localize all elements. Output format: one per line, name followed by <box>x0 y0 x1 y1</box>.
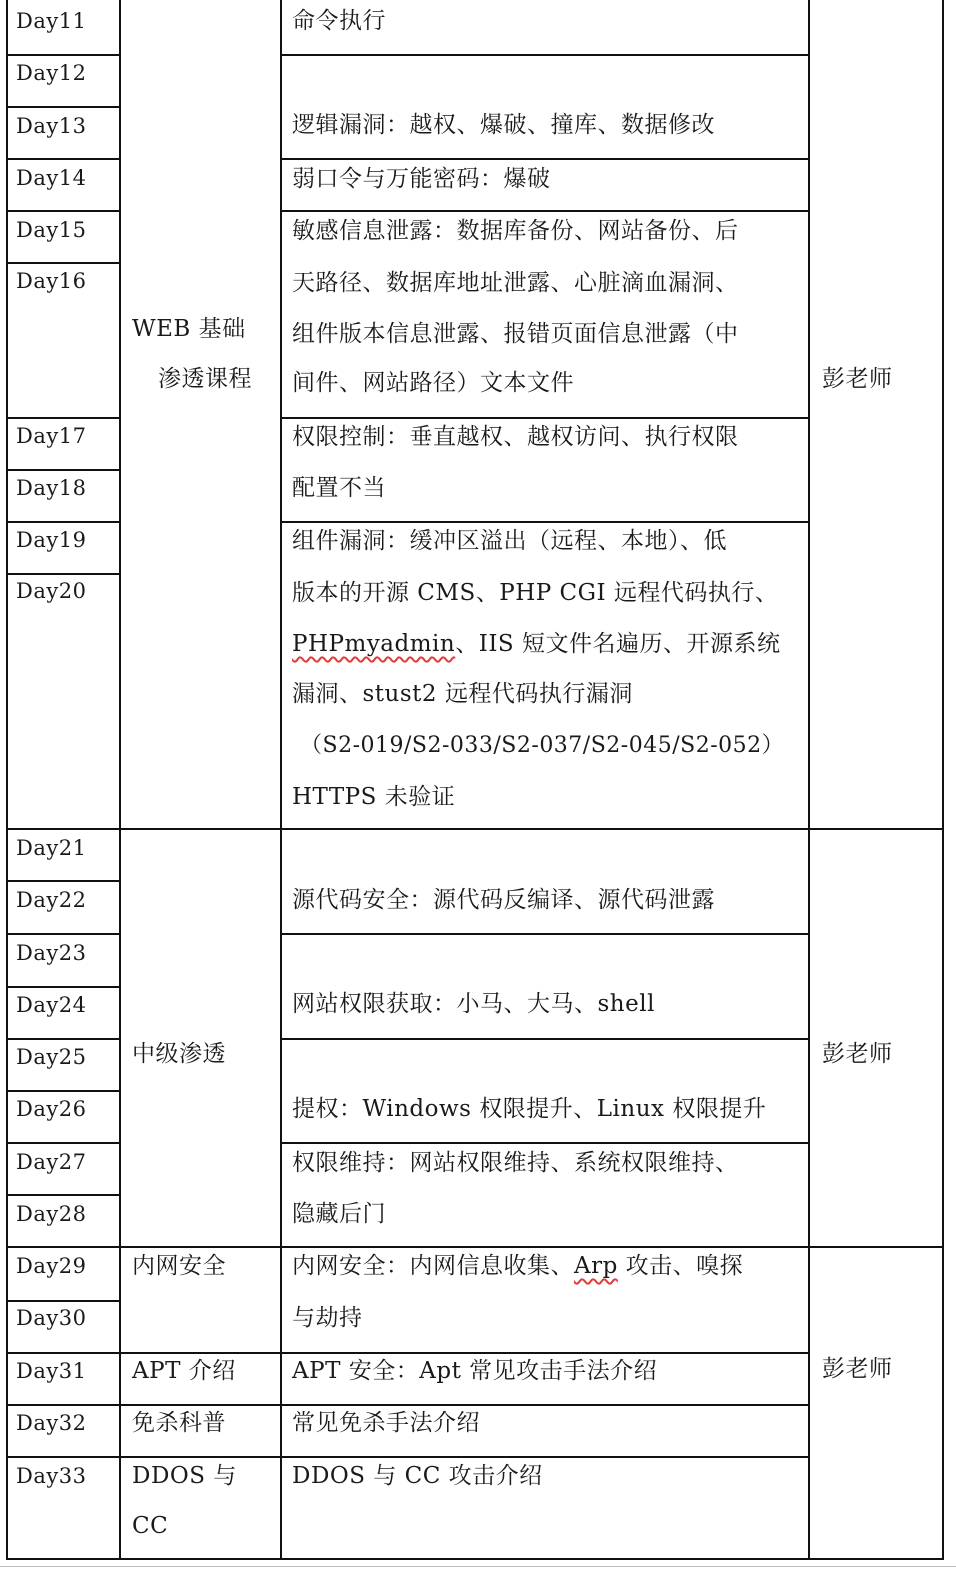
detail-component-vuln: （S2-019/S2-033/S2-037/S2-045/S2-052） <box>300 733 785 758</box>
table-border-right <box>942 0 944 1560</box>
detail-row-line <box>280 1456 810 1458</box>
day-row-line <box>6 933 121 935</box>
day-label: Day11 <box>16 9 87 33</box>
day-row-line <box>6 158 121 160</box>
day-row-line <box>6 1090 121 1092</box>
day-label: Day15 <box>16 218 87 242</box>
detail-persistence: 隐藏后门 <box>292 1201 386 1227</box>
module-web-basic: 渗透课程 <box>158 366 252 392</box>
day-label: Day31 <box>16 1359 87 1383</box>
detail-component-vuln <box>292 631 780 657</box>
day-row-line <box>6 1352 121 1354</box>
detail-logic-flaws: 逻辑漏洞：越权、爆破、撞库、数据修改 <box>292 112 715 138</box>
detail-weak-password: 弱口令与万能密码：爆破 <box>292 166 551 192</box>
teacher-name: 彭老师 <box>822 1041 893 1067</box>
detail-row-line <box>280 158 810 160</box>
teacher-name: 彭老师 <box>822 366 893 392</box>
detail-text: 、IIS 短文件名遍历、开源系统 <box>455 631 781 657</box>
day-row-line <box>6 106 121 108</box>
day-label: Day23 <box>16 941 87 965</box>
col-divider-day <box>119 0 121 1560</box>
detail-persistence: 权限维持：网站权限维持、系统权限维持、 <box>292 1150 739 1176</box>
col-divider-module <box>280 0 282 1560</box>
detail-permission-control: 配置不当 <box>292 475 386 501</box>
day-label: Day22 <box>16 888 87 912</box>
detail-info-leak: 组件版本信息泄露、报错页面信息泄露（中 <box>292 321 739 347</box>
detail-row-line <box>280 1352 810 1354</box>
detail-row-line <box>280 1142 810 1144</box>
day-row-line <box>6 1142 121 1144</box>
day-row-line <box>6 880 121 882</box>
detail-permission-control: 权限控制：垂直越权、越权访问、执行权限 <box>292 424 739 450</box>
day-row-line <box>6 1038 121 1040</box>
detail-text: 攻击、嗅探 <box>617 1253 744 1279</box>
day-label: Day13 <box>16 114 87 138</box>
page-bottom-rule <box>0 1566 956 1567</box>
module-row-line <box>119 1456 282 1458</box>
detail-text: 内网安全：内网信息收集、 <box>292 1253 574 1279</box>
module-ddos: DDOS 与 <box>132 1463 237 1489</box>
day-row-line <box>6 417 121 419</box>
module-web-basic: WEB 基础 <box>132 316 246 342</box>
day-label: Day16 <box>16 269 87 293</box>
day-label: Day25 <box>16 1045 87 1069</box>
detail-row-line <box>280 1038 810 1040</box>
detail-component-vuln: 漏洞、stust2 远程代码执行漏洞 <box>292 681 633 707</box>
day-row-line <box>6 1456 121 1458</box>
col-divider-teacher <box>808 0 810 1560</box>
detail-component-vuln: HTTPS 未验证 <box>292 784 456 810</box>
day-label: Day29 <box>16 1254 87 1278</box>
detail-row-line <box>280 1404 810 1406</box>
day-row-line <box>6 521 121 523</box>
spellcheck-underline: Arp <box>574 1253 618 1279</box>
day-row-line <box>6 469 121 471</box>
detail-row-line <box>280 54 810 56</box>
module-row-line <box>119 1404 282 1406</box>
day-label: Day32 <box>16 1411 87 1435</box>
table-border-left <box>6 0 8 1560</box>
table-border-bottom <box>6 1558 944 1560</box>
day-label: Day28 <box>16 1202 87 1226</box>
module-row-line <box>119 1352 282 1354</box>
day-label: Day24 <box>16 993 87 1017</box>
day-row-line <box>6 573 121 575</box>
detail-component-vuln: 组件漏洞：缓冲区溢出（远程、本地）、低 <box>292 528 727 554</box>
teacher-name: 彭老师 <box>822 1356 893 1382</box>
day-label: Day17 <box>16 424 87 448</box>
module-antivirus-evasion: 免杀科普 <box>132 1410 226 1436</box>
day-label: Day33 <box>16 1464 87 1488</box>
detail-ddos: DDOS 与 CC 攻击介绍 <box>292 1463 543 1489</box>
detail-row-line <box>280 210 810 212</box>
module-intermediate: 中级渗透 <box>132 1041 226 1067</box>
day-row-line <box>6 1404 121 1406</box>
detail-info-leak: 间件、网站路径）文本文件 <box>292 370 574 396</box>
detail-source-code: 源代码安全：源代码反编译、源代码泄露 <box>292 887 715 913</box>
detail-row-line <box>280 933 810 935</box>
spellcheck-underline: PHPmyadmin <box>292 631 456 657</box>
detail-intranet: 与劫持 <box>292 1305 363 1331</box>
day-label: Day27 <box>16 1150 87 1174</box>
detail-webshell: 网站权限获取：小马、大马、shell <box>292 991 655 1017</box>
module-intranet: 内网安全 <box>132 1253 226 1279</box>
detail-row-line <box>280 417 810 419</box>
detail-info-leak: 敏感信息泄露：数据库备份、网站备份、后 <box>292 218 739 244</box>
day-label: Day30 <box>16 1306 87 1330</box>
section-divider <box>6 1246 810 1248</box>
day-label: Day26 <box>16 1097 87 1121</box>
day-row-line <box>6 1300 121 1302</box>
detail-info-leak: 天路径、数据库地址泄露、心脏滴血漏洞、 <box>292 270 739 296</box>
detail-row-line <box>280 521 810 523</box>
detail-privilege-escalation: 提权：Windows 权限提升、Linux 权限提升 <box>292 1096 767 1122</box>
day-label: Day20 <box>16 579 87 603</box>
day-row-line <box>6 986 121 988</box>
day-row-line <box>6 210 121 212</box>
day-row-line <box>6 1194 121 1196</box>
detail-intranet <box>292 1253 743 1279</box>
day-row-line <box>6 262 121 264</box>
section-divider <box>6 828 810 830</box>
teacher-row-line <box>808 1246 944 1248</box>
detail-apt: APT 安全：Apt 常见攻击手法介绍 <box>292 1358 658 1384</box>
detail-antivirus-evasion: 常见免杀手法介绍 <box>292 1410 480 1436</box>
day-label: Day21 <box>16 836 87 860</box>
day-label: Day12 <box>16 61 87 85</box>
teacher-row-line <box>808 828 944 830</box>
day-row-line <box>6 54 121 56</box>
day-label: Day14 <box>16 166 87 190</box>
day-label: Day19 <box>16 528 87 552</box>
module-apt: APT 介绍 <box>132 1358 236 1384</box>
detail-component-vuln: 版本的开源 CMS、PHP CGI 远程代码执行、 <box>292 580 779 606</box>
day-label: Day18 <box>16 476 87 500</box>
detail-command-exec: 命令执行 <box>292 8 386 34</box>
module-ddos: CC <box>132 1513 169 1539</box>
